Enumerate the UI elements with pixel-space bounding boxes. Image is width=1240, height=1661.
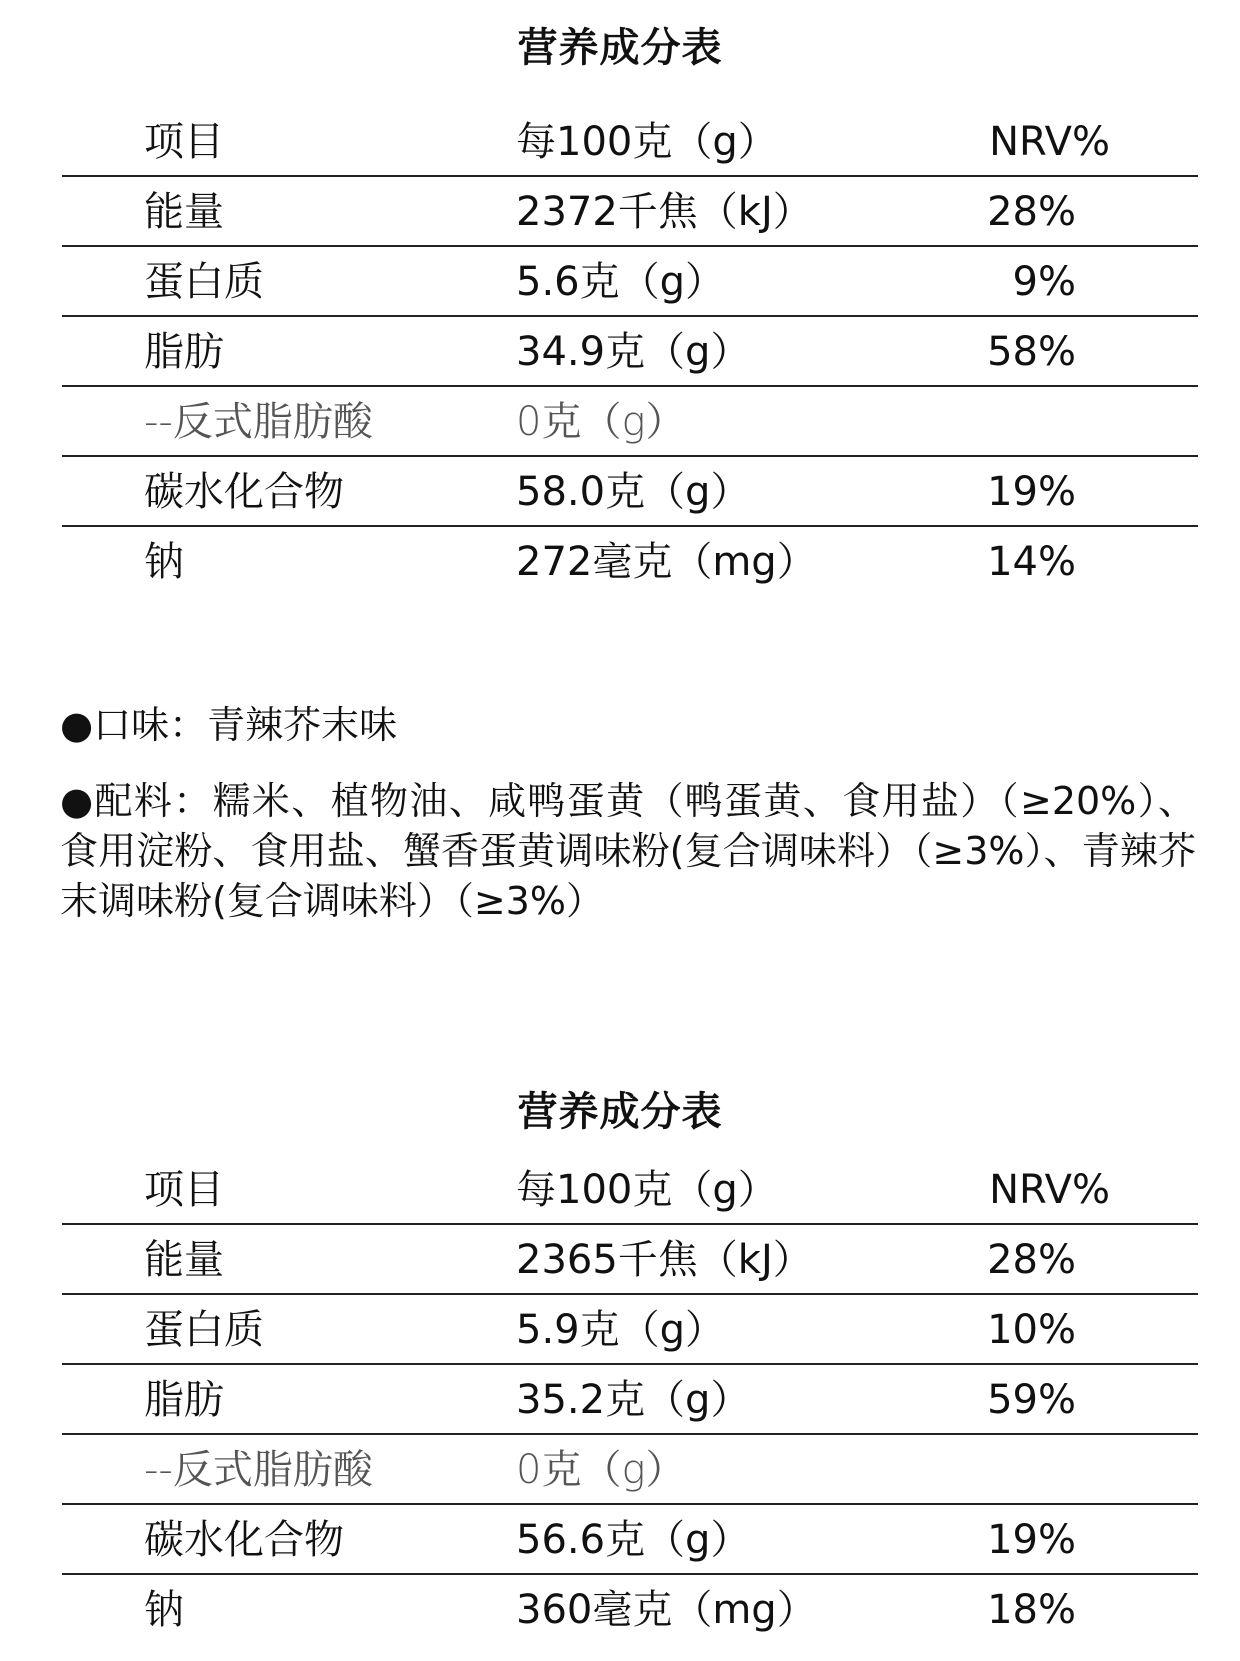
table2-row5-nrv: 18%	[987, 1587, 1076, 1633]
table2-row1-value: 5.9克（g）	[516, 1307, 726, 1353]
table2-row5-item: 钠	[144, 1587, 184, 1633]
table1-row0-value: 2372千焦（kJ）	[516, 189, 813, 235]
table-row	[62, 1225, 1198, 1295]
table1-row2-value: 34.9克（g）	[516, 329, 751, 375]
table-row	[62, 457, 1198, 527]
table-row	[62, 1295, 1198, 1365]
table1-title: 营养成分表	[517, 25, 723, 71]
table1-header-item: 项目	[144, 119, 224, 165]
table1-row4-nrv: 19%	[987, 469, 1076, 515]
table1-row5-item: 钠	[144, 539, 184, 585]
table1-header-row	[62, 107, 1198, 177]
table-row	[62, 1575, 1198, 1645]
table2-row3-item: --反式脂肪酸	[144, 1447, 373, 1493]
table2-title: 营养成分表	[517, 1089, 723, 1135]
table1-header-value: 每100克（g）	[516, 119, 778, 165]
table2-row0-nrv: 28%	[987, 1237, 1076, 1283]
table1-row4-item: 碳水化合物	[144, 469, 344, 515]
table2-row4-item: 碳水化合物	[144, 1517, 344, 1563]
table-row	[62, 1435, 1198, 1505]
table1-row0-nrv: 28%	[987, 189, 1076, 235]
table2-header-value: 每100克（g）	[516, 1167, 778, 1213]
table1-row2-item: 脂肪	[144, 329, 224, 375]
table2-row4-value: 56.6克（g）	[516, 1517, 751, 1563]
table2-header-row	[62, 1155, 1198, 1225]
ingredients-text: ●配料：糯米、植物油、咸鸭蛋黄（鸭蛋黄、食用盐）（≥20%）、食用淀粉、食用盐、蟹香蛋黄调味粉(复合调味料）（≥3%）、青辣芥末调味粉(复合调味料）（≥3%）	[60, 779, 1196, 923]
table-row	[62, 177, 1198, 247]
table2-row2-value: 35.2克（g）	[516, 1377, 751, 1423]
table2-row2-nrv: 59%	[987, 1377, 1076, 1423]
table-row	[62, 1365, 1198, 1435]
table2-row1-nrv: 10%	[987, 1307, 1076, 1353]
table2-header-item: 项目	[144, 1167, 224, 1213]
table1-row4-value: 58.0克（g）	[516, 469, 751, 515]
table1-row5-nrv: 14%	[987, 539, 1076, 585]
table2-row2-item: 脂肪	[144, 1377, 224, 1423]
table-row	[62, 317, 1198, 387]
table-row	[62, 1505, 1198, 1575]
flavor-text: ●口味：青辣芥末味	[60, 703, 398, 747]
table1-row1-nrv: 9%	[1012, 259, 1076, 305]
table-row	[62, 527, 1198, 597]
table-row	[62, 247, 1198, 317]
table2-row0-item: 能量	[144, 1237, 224, 1283]
table2-header-nrv: NRV%	[989, 1167, 1110, 1213]
table1-row1-value: 5.6克（g）	[516, 259, 726, 305]
table1-row2-nrv: 58%	[987, 329, 1076, 375]
table-row	[62, 387, 1198, 457]
table1-row1-item: 蛋白质	[144, 259, 264, 305]
table1-row3-item: --反式脂肪酸	[144, 399, 373, 445]
table2-row3-value: 0克（g）	[516, 1447, 686, 1493]
table2-row0-value: 2365千焦（kJ）	[516, 1237, 813, 1283]
table2-row5-value: 360毫克（mg）	[516, 1587, 817, 1633]
table1-row3-value: 0克（g）	[516, 399, 686, 445]
table1-header-nrv: NRV%	[989, 119, 1110, 165]
table2-row4-nrv: 19%	[987, 1517, 1076, 1563]
table2-row1-item: 蛋白质	[144, 1307, 264, 1353]
table1-row5-value: 272毫克（mg）	[516, 539, 817, 585]
table1-row0-item: 能量	[144, 189, 224, 235]
